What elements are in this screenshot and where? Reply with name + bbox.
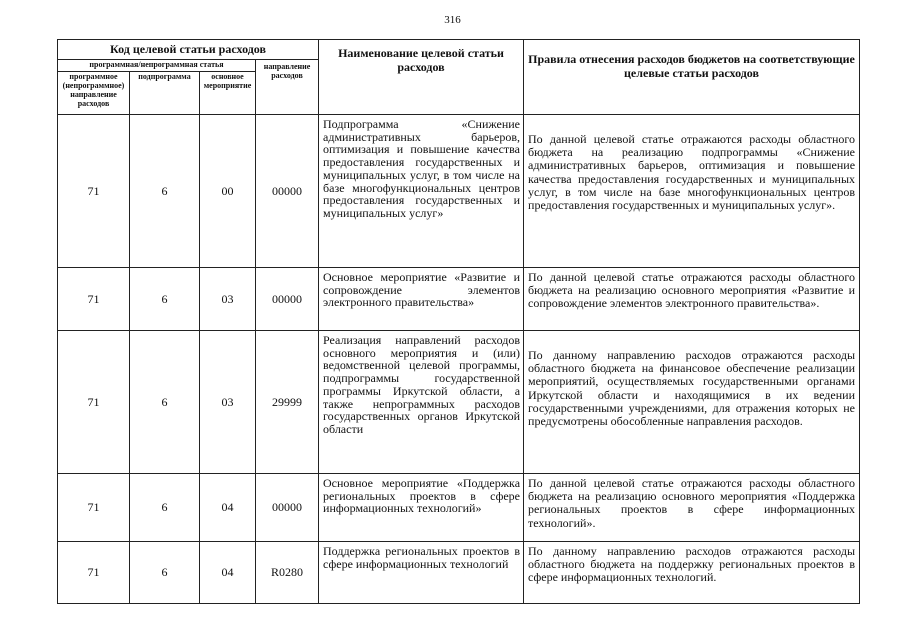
cell-program: 71 [58, 331, 130, 474]
cell-direction: R0280 [256, 542, 319, 604]
cell-subprogram: 6 [130, 268, 200, 331]
cell-direction: 00000 [256, 474, 319, 542]
cell-name: Основное мероприятие «Развитие и сопровождение элементов электронного правительства» [319, 268, 524, 331]
cell-program: 71 [58, 268, 130, 331]
cell-event: 03 [200, 331, 256, 474]
cell-rule: По данному направлению расходов отражаются расходы областного бюджета на поддержку региональных проектов в сфере информационных технологий. [524, 542, 860, 604]
cell-subprogram: 6 [130, 115, 200, 268]
header-program-direction: программное (непрограммное) направление расходов [58, 72, 130, 115]
cell-name: Подпрограмма «Снижение административных барьеров, оптимизация и повышение качества предоставления государственных и муниципальных услуг, в том числе на базе многофункциональных центров предоставления государственных и муниципальных услуг» [319, 115, 524, 268]
header-rules [524, 40, 860, 115]
header-row-top [58, 40, 860, 60]
header-subprogram: подпрограмма [130, 72, 200, 115]
cell-event: 04 [200, 474, 256, 542]
cell-rule: По данной целевой статье отражаются расходы областного бюджета на реализацию подпрограммы «Снижение административных барьеров, оптимизация и повышение качества предоставления государственных и муниципальных услуг, в том числе на базе многофункциональных центров предоставления государственных и муниципальных услуг». [524, 115, 860, 268]
cell-subprogram: 6 [130, 474, 200, 542]
cell-name: Реализация направлений расходов основного мероприятия и (или) ведомственной целевой программы, подпрограммы государственной программы Иркутской области, а также непрограммных расходов государственных органов Иркутской области [319, 331, 524, 474]
cell-rule: По данной целевой статье отражаются расходы областного бюджета на реализацию основного мероприятия «Развитие и сопровождение элементов электронного правительства». [524, 268, 860, 331]
cell-direction: 00000 [256, 268, 319, 331]
header-program-group: программная/непрограммная статья [58, 60, 256, 72]
cell-event: 03 [200, 268, 256, 331]
cell-rule: По данной целевой статье отражаются расходы областного бюджета на реализацию основного мероприятия «Поддержка региональных проектов в сфере информационных технологий». [524, 474, 860, 542]
header-rules-text: Правила отнесения расходов бюджетов на соответствующие целевые статьи расходов [528, 52, 855, 80]
header-direction: направление расходов [256, 60, 319, 115]
cell-direction: 00000 [256, 115, 319, 268]
table-row [58, 331, 860, 474]
cell-event: 00 [200, 115, 256, 268]
table-row [58, 268, 860, 331]
cell-rule: По данному направлению расходов отражаются расходы областного бюджета на финансовое обеспечение реализации мероприятий, осуществляемых государственными органами Иркутской области и находящимися в их ведении государственными учреждениями, для отражения которых не предусмотрены обособленные направления расходов. [524, 331, 860, 474]
table-row [58, 115, 860, 268]
cell-direction: 29999 [256, 331, 319, 474]
header-main-event: основное мероприятие [200, 72, 256, 115]
page-number: 316 [444, 14, 461, 26]
cell-event: 04 [200, 542, 256, 604]
header-name: Наименование целевой статьи расходов [319, 40, 524, 115]
cell-name: Основное мероприятие «Поддержка региональных проектов в сфере информационных технологий» [319, 474, 524, 542]
cell-subprogram: 6 [130, 542, 200, 604]
table-row [58, 542, 860, 604]
header-code-group: Код целевой статьи расходов [58, 40, 319, 60]
budget-classification-table [57, 39, 860, 604]
cell-subprogram: 6 [130, 331, 200, 474]
table-row [58, 474, 860, 542]
cell-program: 71 [58, 115, 130, 268]
cell-program: 71 [58, 542, 130, 604]
cell-program: 71 [58, 474, 130, 542]
cell-name: Поддержка региональных проектов в сфере информационных технологий [319, 542, 524, 604]
